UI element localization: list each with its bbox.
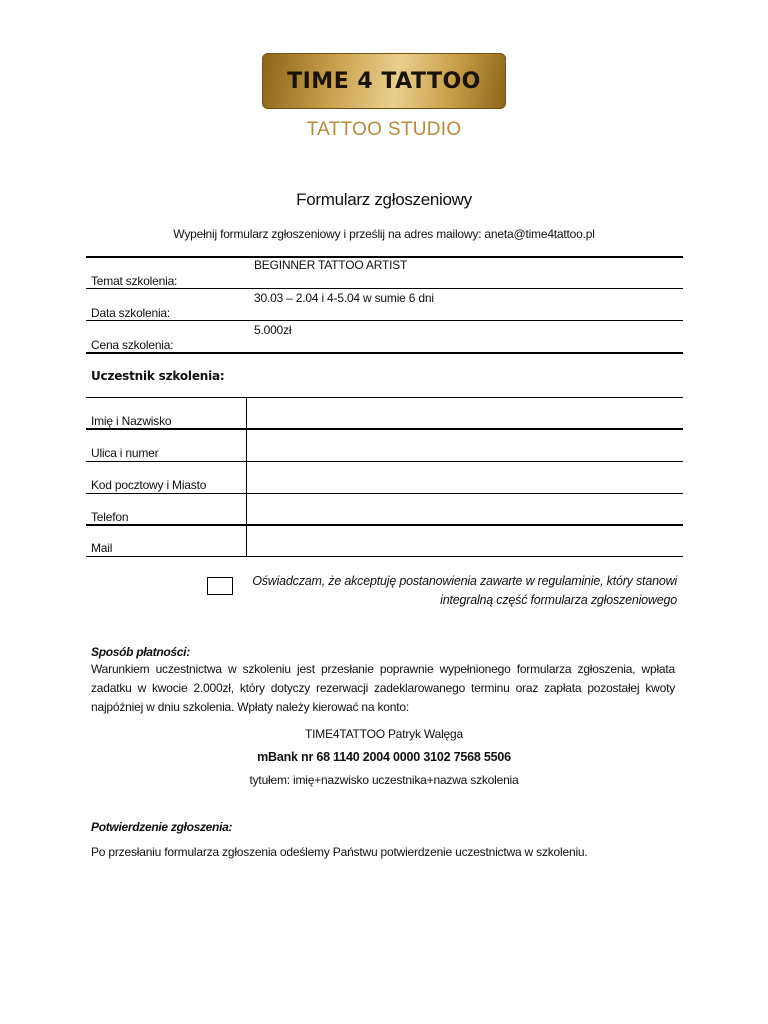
form-title: Formularz zgłoszeniowy [296, 190, 472, 209]
table-divider [86, 352, 683, 354]
table-divider [86, 461, 683, 462]
course-topic-label: Temat szkolenia: [91, 274, 178, 288]
confirmation-heading: Potwierdzenie zgłoszenia: [91, 820, 233, 834]
payment-heading: Sposób płatności: [91, 645, 190, 659]
course-date-label: Data szkolenia: [91, 306, 171, 320]
table-divider [86, 493, 683, 494]
column-divider [246, 397, 247, 557]
logo-badge [262, 53, 506, 109]
form-intro: Wypełnij formularz zgłoszeniowy i prześlij na adres mailowy: aneta@time4tattoo.pl [173, 227, 595, 241]
payment-line: zadatku w kwocie 2.000zł, który dotyczy rezerwacji zadeklarowanego terminu oraz zapłata pozostałej kwoty [91, 681, 675, 695]
email-label: Mail [91, 541, 113, 555]
consent-line: integralną część formularza zgłoszeniowego [440, 593, 677, 607]
logo-subtitle: TATTOO STUDIO [306, 119, 462, 140]
bank-account: mBank nr 68 1140 2004 0000 3102 7568 5506 [257, 750, 511, 764]
street-label: Ulica i numer [91, 446, 159, 460]
payment-recipient: TIME4TATTOO Patryk Walęga [305, 727, 463, 741]
payment-line: najpóźniej w dniu szkolenia. Wpłaty należy kierować na konto: [91, 700, 409, 714]
course-topic-value: BEGINNER TATTOO ARTIST [254, 258, 408, 272]
table-divider [86, 288, 683, 289]
table-divider [86, 428, 683, 430]
full-name-label: Imię i Nazwisko [91, 414, 172, 428]
payment-line: Warunkiem uczestnictwa w szkoleniu jest przesłanie poprawnie wypełnionego formularza zgłoszenia, wpłata [91, 662, 675, 676]
participant-heading: Uczestnik szkolenia: [91, 369, 225, 383]
table-divider [86, 397, 683, 398]
table-divider [86, 320, 683, 321]
consent-line: Oświadczam, że akceptuję postanowienia zawarte w regulaminie, który stanowi [252, 574, 677, 588]
payment-reference: tytułem: imię+nazwisko uczestnika+nazwa szkolenia [249, 773, 519, 787]
course-date-value: 30.03 – 2.04 i 4-5.04 w sumie 6 dni [254, 291, 434, 305]
phone-label: Telefon [91, 510, 129, 524]
payment-text [91, 660, 675, 717]
consent-checkbox[interactable] [207, 577, 233, 595]
consent-text [250, 572, 677, 610]
confirmation-text: Po przesłaniu formularza zgłoszenia odeślemy Państwu potwierdzenie uczestnictwa w szkoleniu. [91, 845, 588, 859]
table-divider [86, 524, 683, 526]
course-price-label: Cena szkolenia: [91, 338, 174, 352]
postal-city-label: Kod pocztowy i Miasto [91, 478, 207, 492]
course-price-value: 5.000zł [254, 323, 292, 337]
table-border-bottom [86, 556, 683, 557]
logo-title: TIME 4 TATTOO [287, 68, 481, 94]
